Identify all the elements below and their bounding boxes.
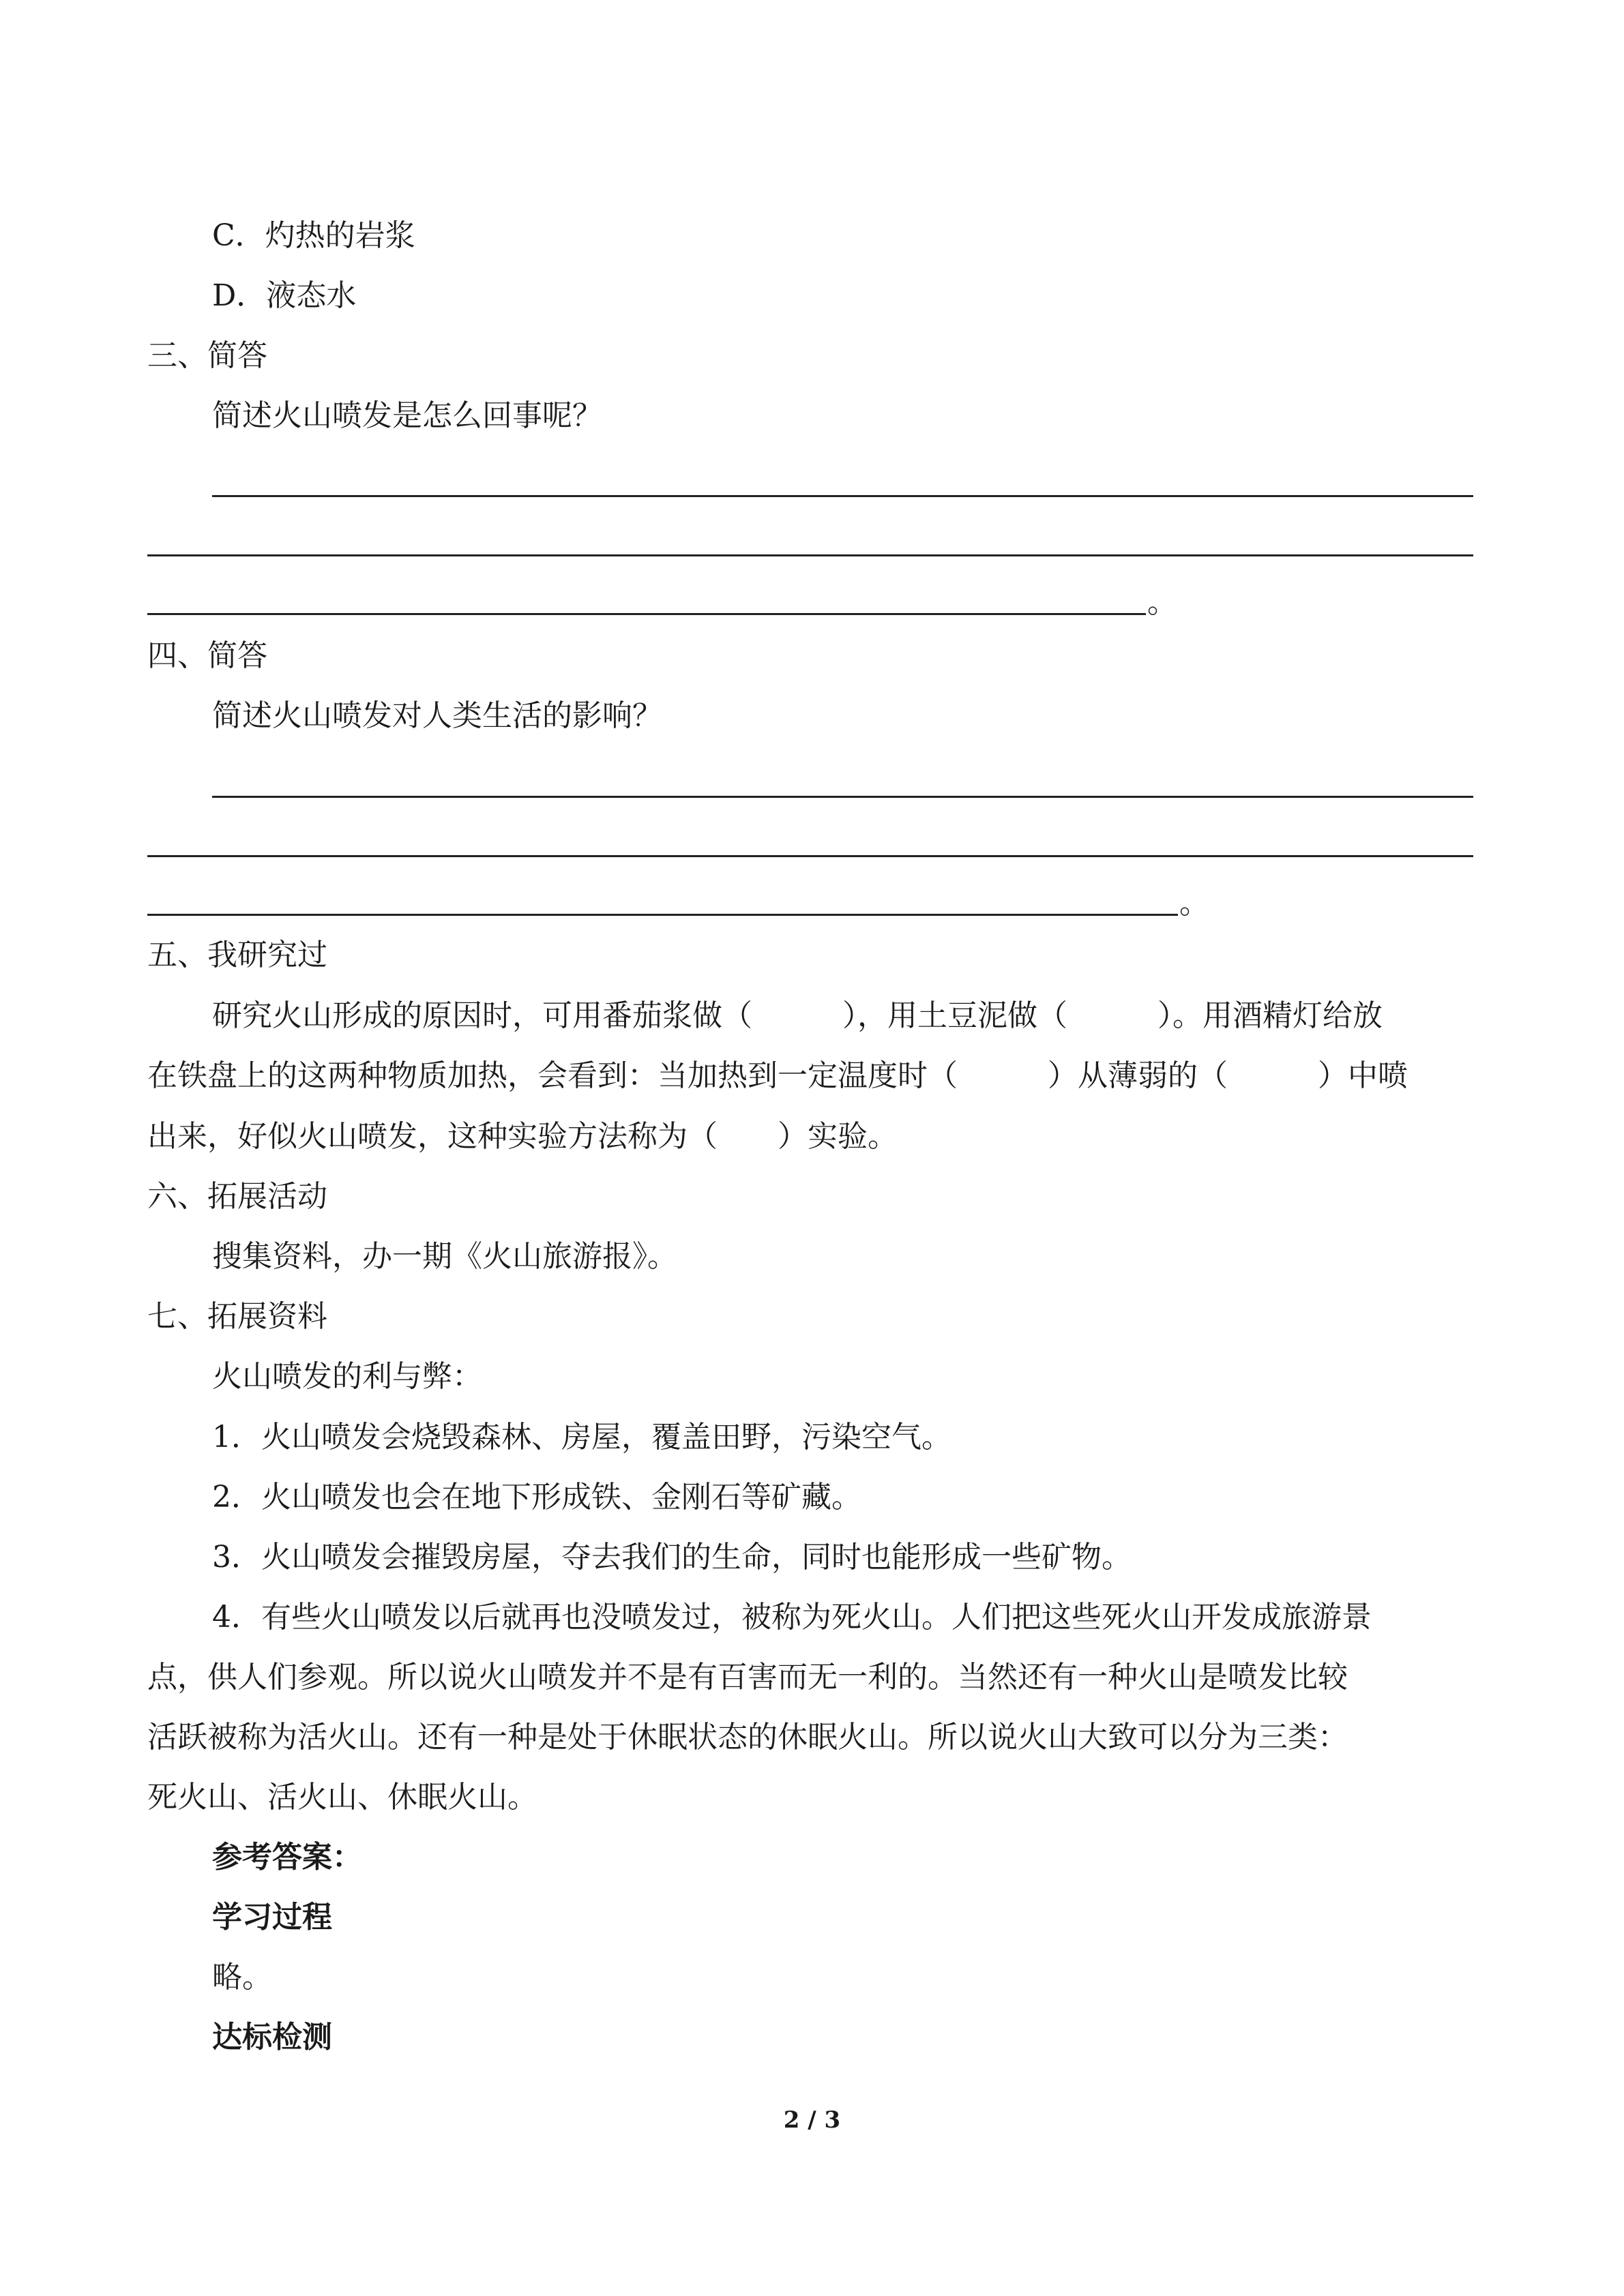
section3-answer-line-1[interactable] (212, 495, 1473, 497)
answers-check-heading: 达标检测 (212, 2020, 332, 2055)
section6-text: 搜集资料，办一期《火山旅游报》。 (212, 1239, 677, 1274)
section4-answer-line-1[interactable] (212, 796, 1473, 798)
section3-heading: 三、简答 (147, 338, 267, 373)
section7-item-3: 3．火山喷发会摧毁房屋，夺去我们的生命，同时也能形成一些矿物。 (212, 1540, 1132, 1575)
section7-heading: 七、拓展资料 (147, 1299, 327, 1334)
answers-process-text: 略。 (212, 1960, 272, 1995)
section5-heading: 五、我研究过 (147, 938, 327, 972)
section4-answer-line-2[interactable] (147, 855, 1473, 857)
answers-heading: 参考答案： (212, 1840, 362, 1875)
section5-line-2: 在铁盘上的这两种物质加热，会看到：当加热到一定温度时（ ）从薄弱的（ ）中喷 (147, 1058, 1408, 1093)
section7-item-1: 1．火山喷发会烧毁森林、房屋，覆盖田野，污染空气。 (212, 1420, 951, 1455)
section3-question: 简述火山喷发是怎么回事呢？ (212, 398, 602, 433)
option-d: D．液态水 (212, 278, 357, 313)
section5-line-1: 研究火山形成的原因时，可用番茄浆做（ ），用土豆泥做（ ）。用酒精灯给放 (212, 998, 1383, 1033)
section4-end-mark: 。 (1179, 886, 1209, 921)
option-c: C．灼热的岩浆 (212, 218, 415, 253)
page-number: 2 / 3 (783, 2106, 841, 2134)
section7-item-4-line-1: 4．有些火山喷发以后就再也没喷发过，被称为死火山。人们把这些死火山开发成旅游景 (212, 1600, 1372, 1635)
section4-heading: 四、简答 (147, 638, 267, 673)
section3-answer-line-3[interactable] (147, 613, 1146, 615)
section3-answer-line-2[interactable] (147, 554, 1473, 556)
section6-heading: 六、拓展活动 (147, 1179, 327, 1214)
section3-end-mark: 。 (1147, 585, 1177, 620)
section7-item-4-line-2: 点，供人们参观。所以说火山喷发并不是有百害而无一利的。当然还有一种火山是喷发比较 (147, 1660, 1348, 1695)
section7-item-4-line-4: 死火山、活火山、休眠火山。 (147, 1780, 537, 1815)
section7-item-4-line-3: 活跃被称为活火山。还有一种是处于休眠状态的休眠火山。所以说火山大致可以分为三类： (147, 1720, 1348, 1755)
section4-question: 简述火山喷发对人类生活的影响？ (212, 698, 662, 733)
section5-line-3: 出来，好似火山喷发，这种实验方法称为（ ）实验。 (147, 1119, 898, 1154)
answers-process-heading: 学习过程 (212, 1900, 332, 1935)
section7-intro: 火山喷发的利与弊： (212, 1359, 482, 1394)
section7-item-2: 2．火山喷发也会在地下形成铁、金刚石等矿藏。 (212, 1480, 861, 1515)
section4-answer-line-3[interactable] (147, 914, 1178, 916)
